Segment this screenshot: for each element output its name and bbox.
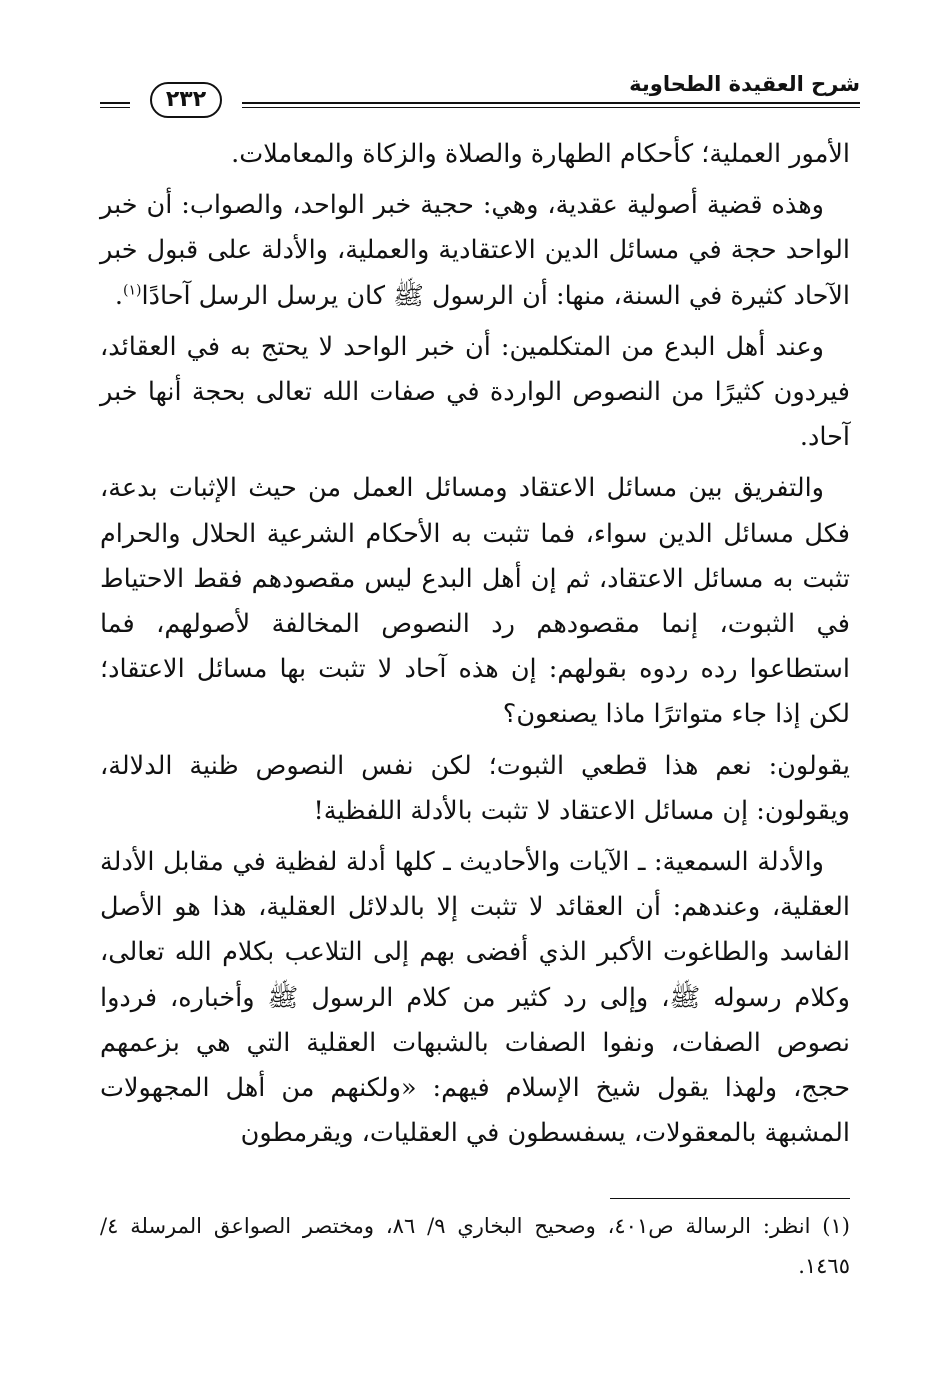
page-number: ٢٣٢	[150, 82, 222, 118]
page-header	[100, 64, 860, 124]
footnote-separator	[610, 1198, 850, 1199]
footnotes	[100, 1206, 850, 1286]
paragraph-text: وهذه قضية أصولية عقدية، وهي: حجية خبر الواحد، والصواب: أن خبر الواحد حجة في مسائل الدين الاعتقادية والعملية، والأدلة على قبول خبر الآحاد كثيرة في السنة، منها: أن الرسول ﷺ كان يرسل الرسل آحادًا	[100, 190, 850, 311]
page-number-badge	[130, 80, 242, 120]
paragraph: والأدلة السمعية: ـ الآيات والأحاديث ـ كلها أدلة لفظية في مقابل الأدلة العقلية، وعندهم: أن العقائد لا تثبت إلا بالدلائل العقلية، هذا هو الأصل الفاسد والطاغوت الأكبر الذي أفضى بهم إلى التلاعب بكلام الله تعالى، وكلام رسوله ﷺ، وإلى رد كثير من كلام الرسول ﷺ وأخباره، فردوا نصوص الصفات، ونفوا الصفات بالشبهات العقلية التي هي بزعمهم حجج، ولهذا يقول شيخ الإسلام فيهم: «ولكنهم من أهل المجهولات المشبهة بالمعقولات، يسفسطون في العقليات، ويقرمطون	[100, 847, 850, 1149]
main-text	[100, 132, 850, 1162]
running-title: شرح العقيدة الطحاوية	[629, 72, 860, 96]
paragraph: يقولون: نعم هذا قطعي الثبوت؛ لكن نفس النصوص ظنية الدلالة، ويقولون: إن مسائل الاعتقاد لا تثبت بالأدلة اللفظية!	[100, 750, 850, 826]
paragraph: الأمور العملية؛ كأحكام الطهارة والصلاة والزكاة والمعاملات.	[231, 139, 850, 169]
footnote: (١) انظر: الرسالة ص٤٠١، وصحيح البخاري ٩/ ٨٦، ومختصر الصواعق المرسلة ٤/ ١٤٦٥.	[100, 1214, 850, 1278]
paragraph: والتفريق بين مسائل الاعتقاد ومسائل العمل من حيث الإثبات بدعة، فكل مسائل الدين سواء، فما تثبت به الأحكام الشرعية الحلال والحرام تثبت به مسائل الاعتقاد، ثم إن أهل البدع ليس مقصودهم فقط الاحتياط في الثبوت، إنما مقصودهم رد النصوص المخالفة لأصولهم، فما استطاعوا رده ردوه بقولهم: إن هذه آحاد لا تثبت بها مسائل الاعتقاد؛ لكن إذا جاء متواترًا ماذا يصنعون؟	[100, 473, 850, 730]
paragraph	[100, 183, 850, 319]
sentence-end: .	[114, 280, 124, 311]
paragraph: وعند أهل البدع من المتكلمين: أن خبر الواحد لا يحتج به في العقائد، فيردون كثيرًا من النصوص الواردة في صفات الله تعالى بحجة أنها خبر آحاد.	[100, 331, 850, 453]
footnote-reference[interactable]: (١)	[123, 282, 142, 299]
